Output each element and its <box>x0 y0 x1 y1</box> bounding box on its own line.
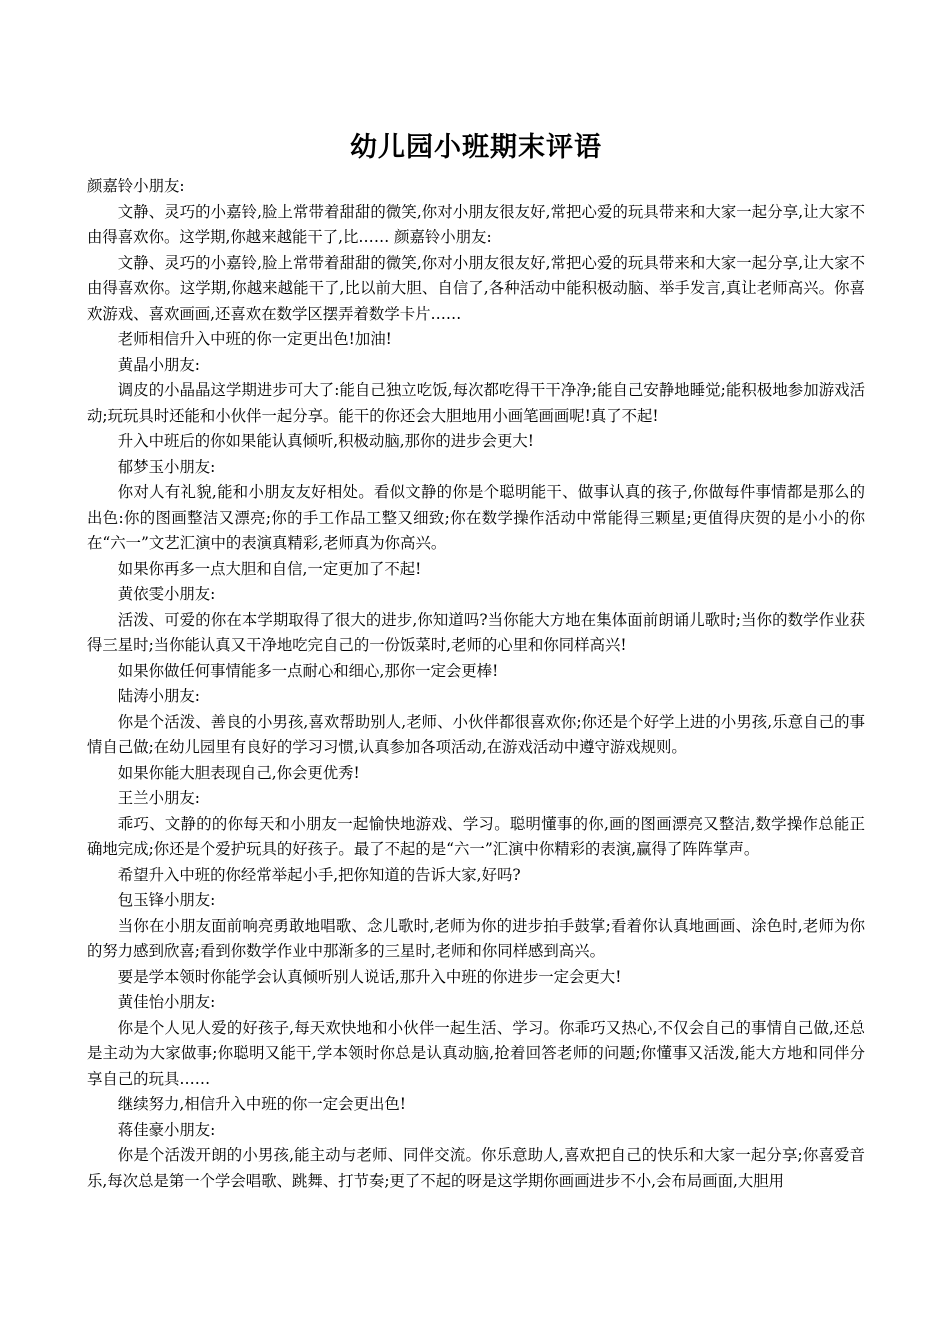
paragraph: 你是个活泼、善良的小男孩,喜欢帮助别人,老师、小伙伴都很喜欢你;你还是个好学上进的小男孩,乐意自己的事情自己做;在幼儿园里有良好的学习习惯,认真参加各项活动,在游戏活动中遵守游戏规则。 <box>87 712 865 756</box>
paragraph: 如果你做任何事情能多一点耐心和细心,那你一定会更棒! <box>117 661 499 680</box>
paragraph: 陆涛小朋友: <box>117 687 200 705</box>
paragraph: 文静、灵巧的小嘉铃,脸上常带着甜甜的微笑,你对小朋友很友好,常把心爱的玩具带来和大家一起分享,让大家不由得喜欢你。这学期,你越来越能干了,比…… 颜嘉铃小朋友: <box>87 202 865 246</box>
document-body <box>87 174 865 1194</box>
paragraph: 如果你能大胆表现自己,你会更优秀! <box>117 763 360 782</box>
paragraph: 王兰小朋友: <box>117 789 200 807</box>
paragraph: 蒋佳豪小朋友: <box>117 1120 216 1139</box>
paragraph: 郁梦玉小朋友: <box>117 457 216 476</box>
paragraph: 希望升入中班的你经常举起小手,把你知道的告诉大家,好吗? <box>117 865 521 884</box>
paragraph: 继续努力,相信升入中班的你一定会更出色! <box>117 1095 406 1113</box>
paragraph: 当你在小朋友面前响亮勇敢地唱歌、念儿歌时,老师为你的进步拍手鼓掌;看着你认真地画画、涂色时,老师为你的努力感到欣喜;看到你数学作业中那渐多的三星时,老师和你同样感到高兴。 <box>87 916 865 960</box>
paragraph: 调皮的小晶晶这学期进步可大了:能自己独立吃饭,每次都吃得干干净净;能自己安静地睡觉;能积极地参加游戏活动;玩玩具时还能和小伙伴一起分享。能干的你还会大胆地用小画笔画画呢!真了不起! <box>87 381 865 425</box>
document-title: 幼儿园小班期末评语 <box>350 132 602 163</box>
paragraph: 你对人有礼貌,能和小朋友友好相处。看似文静的你是个聪明能干、做事认真的孩子,你做每件事情都是那么的出色:你的图画整洁又漂亮;你的手工作品工整又细致;你在数学操作活动中常能得三颗星;更值得庆贺的是小小的你在“六一”文艺汇演中的表演真精彩,老师真为你高兴。 <box>87 483 865 552</box>
paragraph: 颜嘉铃小朋友: <box>87 177 185 195</box>
paragraph: 包玉锋小朋友: <box>117 891 216 909</box>
paragraph: 文静、灵巧的小嘉铃,脸上常带着甜甜的微笑,你对小朋友很友好,常把心爱的玩具带来和大家一起分享,让大家不由得喜欢你。这学期,你越来越能干了,比以前大胆、自信了,各种活动中能积极动脑、举手发言,真让老师高兴。你喜欢游戏、喜欢画画,还喜欢在数学区摆弄着数学卡片…… <box>87 253 865 323</box>
paragraph: 黄依雯小朋友: <box>117 585 216 603</box>
paragraph: 活泼、可爱的你在本学期取得了很大的进步,你知道吗?当你能大方地在集体面前朗诵儿歌时;当你的数学作业获得三星时;当你能认真又干净地吃完自己的一份饭菜时,老师的心里和你同样高兴! <box>87 610 865 654</box>
paragraph: 黄晶小朋友: <box>117 355 200 374</box>
paragraph: 乖巧、文静的的你每天和小朋友一起愉快地游戏、学习。聪明懂事的你,画的图画漂亮又整洁,数学操作总能正确地完成;你还是个爱护玩具的好孩子。最了不起的是“六一”汇演中你精彩的表演,赢得了阵阵掌声。 <box>87 814 865 858</box>
paragraph: 要是学本领时你能学会认真倾听别人说话,那升入中班的你进步一定会更大! <box>117 967 622 986</box>
paragraph: 升入中班后的你如果能认真倾听,积极动脑,那你的进步会更大! <box>117 432 534 450</box>
paragraph: 你是个活泼开朗的小男孩,能主动与老师、同伴交流。你乐意助人,喜欢把自己的快乐和大家一起分享;你喜爱音乐,每次总是第一个学会唱歌、跳舞、打节奏;更了不起的呀是这学期你画画进步不小,会布局画面,大胆用 <box>87 1146 865 1190</box>
document-page <box>87 128 865 1194</box>
paragraph: 黄佳怡小朋友: <box>117 993 216 1011</box>
paragraph: 你是个人见人爱的好孩子,每天欢快地和小伙伴一起生活、学习。你乖巧又热心,不仅会自己的事情自己做,还总是主动为大家做事;你聪明又能干,学本领时你总是认真动脑,抢着回答老师的问题;你懂事又活泼,能大方地和同伴分享自己的玩具…… <box>87 1018 865 1088</box>
paragraph: 如果你再多一点大胆和自信,一定更加了不起! <box>117 559 422 578</box>
paragraph: 老师相信升入中班的你一定更出色!加油! <box>117 330 392 348</box>
